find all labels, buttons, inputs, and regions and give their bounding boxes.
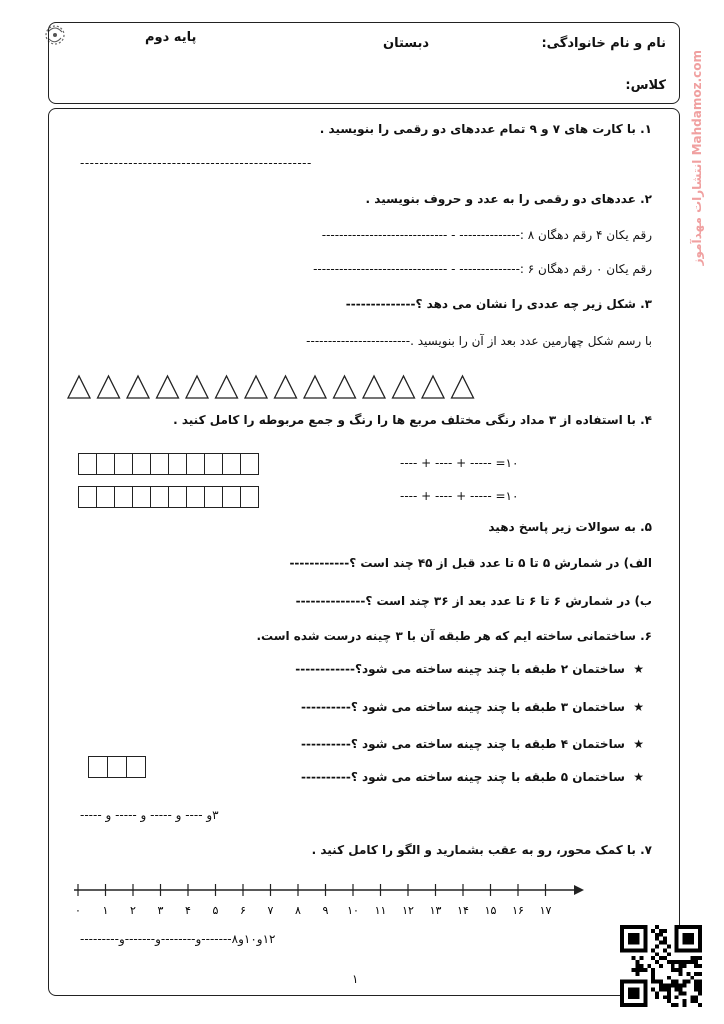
axis-tick-label: ۵	[212, 904, 219, 917]
q7-series: ۱۲و۱۰و۸-------و--------و-------و---------	[80, 932, 276, 946]
triangle-shape	[363, 376, 385, 398]
question-6: ۶. ساختمانی ساخته ایم که هر طبقه آن با ۳ چینه درست شده است.	[256, 629, 652, 643]
q2-line-2: رقم یکان ۰ رقم دهگان ۶ :-------------- - -------------------------------	[313, 262, 652, 276]
layer-blocks	[88, 756, 145, 778]
star-icon: ★	[624, 700, 644, 714]
triangle-shape	[393, 376, 415, 398]
axis-tick-label: ۱۳	[429, 904, 442, 917]
page-number: ۱	[352, 972, 359, 986]
number-line	[70, 880, 590, 928]
axis-tick-label: ۱۰	[347, 904, 359, 917]
triangle-shape	[422, 376, 444, 398]
axis-tick-label: ۱۲	[402, 904, 414, 917]
grade-label: پایه دوم	[145, 30, 197, 45]
question-7: ۷. با کمک محور، رو به عقب بشمارید و الگو را کامل کنید .	[311, 843, 652, 857]
axis-tick-label: ۶	[240, 904, 246, 917]
axis-tick-label: ۴	[185, 904, 191, 917]
axis-arrow	[574, 885, 584, 895]
school-label: دبستان	[383, 36, 430, 51]
axis-tick-label: ۱۷	[539, 904, 552, 917]
axis-tick-label: ۷	[267, 904, 274, 917]
question-5: ۵. به سوالات زیر پاسخ دهید	[488, 520, 652, 534]
triangle-shape	[98, 376, 120, 398]
side-watermark: انتشارات مهدآموز Mahdamoz.com	[690, 50, 704, 266]
question-3: ۳. شکل زیر چه عددی را نشان می دهد ؟--------------	[345, 297, 652, 311]
star-icon: ★	[624, 662, 644, 676]
q6-item-3: ★ ساختمان ۴ طبقه با چند چینه ساخته می شود ؟----------	[301, 737, 644, 751]
q3-sub: با رسم شکل چهارمین عدد بعد از آن را بنویسید .------------------------	[306, 334, 652, 348]
triangle-shape	[304, 376, 326, 398]
axis-tick-label: ۱۱	[374, 904, 387, 917]
q6-series: ۳و ---- و ----- و ----- و -----	[80, 808, 219, 822]
q4-equation-1: ۱۰= ----- + ---- + ----	[400, 456, 519, 470]
name-label: نام و نام خانوادگی:	[541, 36, 666, 51]
triangle-shape	[157, 376, 179, 398]
square-grid-1	[78, 453, 258, 475]
axis-tick-label: ۸	[295, 904, 301, 917]
header-box	[48, 22, 680, 104]
axis-tick-label: ۱۴	[457, 904, 469, 917]
star-icon: ★	[624, 770, 644, 784]
axis-tick-label: ۹	[322, 904, 329, 917]
question-2: ۲. عددهای دو رقمی را به عدد و حروف بنویسید .	[365, 192, 652, 206]
q5-part-a: الف) در شمارش ۵ تا ۵ تا عدد قبل از ۴۵ چند است ؟------------	[289, 556, 652, 570]
triangle-shape	[245, 376, 267, 398]
triangle-row	[66, 374, 486, 404]
triangle-shape	[275, 376, 297, 398]
q4-equation-2: ۱۰= ----- + ---- + ----	[400, 489, 519, 503]
qr-code-icon	[620, 925, 702, 1007]
question-4: ۴. با استفاده از ۳ مداد رنگی مختلف مربع ها را رنگ و جمع مربوطه را کامل کنید .	[173, 413, 652, 427]
q2-line-1: رقم یکان ۴ رقم دهگان ۸ :-------------- - -----------------------------	[321, 228, 652, 242]
q6-item-1: ★ ساختمان ۲ طبقه با چند چینه ساخته می شود؟------------	[295, 662, 644, 676]
triangle-shape	[216, 376, 238, 398]
q6-item-2: ★ ساختمان ۳ طبقه با چند چینه ساخته می شود ؟----------	[301, 700, 644, 714]
q1-answer-line: ------------------------------------------------	[80, 156, 312, 170]
axis-tick-label: ۳	[157, 904, 164, 917]
triangle-shape	[127, 376, 149, 398]
triangle-shape	[186, 376, 208, 398]
axis-tick-label: ۱۵	[484, 904, 497, 917]
axis-tick-label: ۲	[130, 904, 136, 917]
axis-tick-label: ۱۶	[512, 904, 524, 917]
question-1: ۱. با کارت های ۷ و ۹ تمام عددهای دو رقمی را بنویسید .	[319, 122, 652, 136]
triangle-shape	[68, 376, 90, 398]
star-icon: ★	[624, 737, 644, 751]
q5-part-b: ب) در شمارش ۶ تا ۶ تا عدد بعد از ۳۶ چند است ؟--------------	[295, 594, 652, 608]
axis-tick-label: ۱	[102, 904, 109, 917]
axis-tick-label: ۰	[75, 904, 81, 917]
class-label: کلاس:	[625, 78, 666, 93]
square-grid-2	[78, 486, 258, 508]
q6-item-4: ★ ساختمان ۵ طبقه با چند چینه ساخته می شود ؟----------	[301, 770, 644, 784]
triangle-shape	[334, 376, 356, 398]
triangle-shape	[452, 376, 474, 398]
